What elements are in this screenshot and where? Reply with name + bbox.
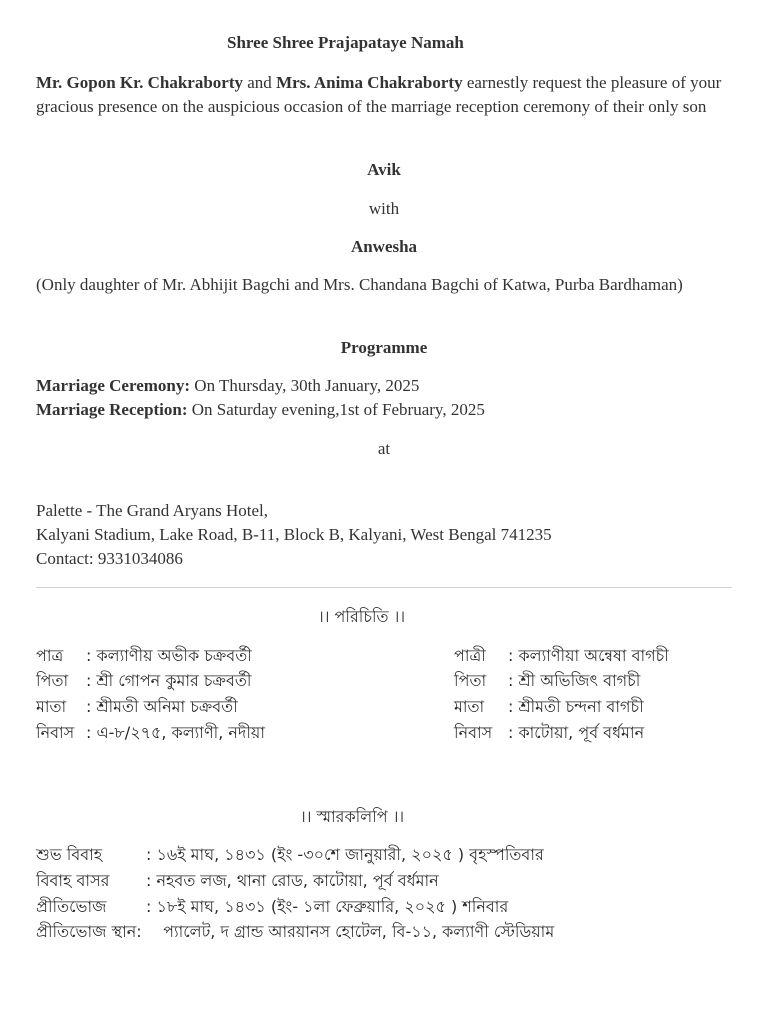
bride-detail-row <box>454 644 669 668</box>
ceremony-date: On Thursday, 30th January, 2025 <box>194 376 420 395</box>
with-word: with <box>368 199 400 218</box>
host-mother: Mrs. Anima Chakraborty <box>276 73 463 92</box>
conjunction: and <box>247 73 272 92</box>
detail-value: : শ্রীমতী চন্দনা বাগচী <box>508 697 644 716</box>
bride-name: Anwesha <box>350 237 418 256</box>
detail-value: : শ্রী গোপন কুমার চক্রবর্তী <box>86 671 252 690</box>
detail-label: নিবাস <box>454 723 493 742</box>
detail-value: : কাটোয়া, পূর্ব বর্ধমান <box>508 723 645 742</box>
memorandum-row <box>36 843 544 867</box>
groom-detail-row <box>36 644 252 668</box>
reception-date: On Saturday evening,1st of February, 2025 <box>191 400 485 419</box>
memo-label: বিবাহ বাসর <box>36 871 110 890</box>
detail-value: : এ-৮/২৭৫, কল্যাণী, নদীয়া <box>86 723 265 742</box>
memorandum-row <box>36 895 508 919</box>
groom-detail-row <box>36 721 265 745</box>
memo-label: প্রীতিভোজ <box>36 897 107 916</box>
introduction-heading: ।। পরিচিতি ।। <box>318 607 406 626</box>
groom-detail-row <box>36 695 238 719</box>
invitation-paragraph <box>36 71 736 119</box>
reception-line <box>36 400 485 420</box>
bride-detail-row <box>454 721 644 745</box>
reception-label: Marriage Reception: <box>36 400 188 419</box>
memorandum-row <box>36 920 554 944</box>
programme-heading: Programme <box>340 338 428 357</box>
groom-detail-row <box>36 669 251 693</box>
memo-value: প্যালেট, দ গ্রান্ড আরয়ানস হোটেল, বি-১১, কল্যাণী স্টেডিয়াম <box>158 922 555 941</box>
detail-label: পিতা <box>36 671 69 690</box>
detail-value: : শ্রীমতী অনিমা চক্রবর্তী <box>86 697 238 716</box>
memo-label: প্রীতিভোজ স্থান: <box>36 922 142 941</box>
detail-value: : কল্যাণীয়া অন্বেষা বাগচী <box>508 646 669 665</box>
detail-value: : কল্যাণীয় অভীক চক্রবর্তী <box>86 646 252 665</box>
detail-label: নিবাস <box>36 723 75 742</box>
memo-value: : নহবত লজ, থানা রোড, কাটোয়া, পূর্ব বর্ধমান <box>146 871 439 890</box>
contact-number: Contact: 9331034086 <box>36 549 183 568</box>
detail-label: মাতা <box>36 697 67 716</box>
detail-label: মাতা <box>454 697 485 716</box>
venue-name: Palette - The Grand Aryans Hotel, <box>36 501 268 520</box>
host-father: Mr. Gopon Kr. Chakraborty <box>36 73 244 92</box>
detail-label: পাত্রী <box>454 646 486 665</box>
request-text: earnestly request the pleasure of your gracious presence on the auspicious occasion of the marriage reception ceremony of their only son <box>36 73 722 116</box>
detail-label: পাত্র <box>36 646 64 665</box>
groom-name: Avik <box>367 160 401 179</box>
salutation: Shree Shree Prajapataye Namah <box>227 33 464 52</box>
section-divider <box>36 587 732 588</box>
bride-parentage: (Only daughter of Mr. Abhijit Bagchi and Mrs. Chandana Bagchi of Katwa, Purba Bardhaman) <box>36 275 683 294</box>
memorandum-row <box>36 869 439 893</box>
venue-address: Kalyani Stadium, Lake Road, B-11, Block B, Kalyani, West Bengal 741235 <box>36 525 552 544</box>
ceremony-label: Marriage Ceremony: <box>36 376 191 395</box>
ceremony-line <box>36 376 419 396</box>
detail-value: : শ্রী অভিজিৎ বাগচী <box>508 671 641 690</box>
memorandum-heading: ।। স্মারকলিপি ।। <box>300 807 405 826</box>
at-word: at <box>377 439 391 458</box>
bride-detail-row <box>454 669 640 693</box>
bride-detail-row <box>454 695 644 719</box>
memo-value: : ১৮ই মাঘ, ১৪৩১ (ইং- ১লা ফেব্রুয়ারি, ২০২৫ ) শনিবার <box>146 897 509 916</box>
memo-label: শুভ বিবাহ <box>36 845 103 864</box>
memo-value: : ১৬ই মাঘ, ১৪৩১ (ইং -৩০শে জানুয়ারী, ২০২৫ ) বৃহস্পতিবার <box>146 845 544 864</box>
detail-label: পিতা <box>454 671 487 690</box>
